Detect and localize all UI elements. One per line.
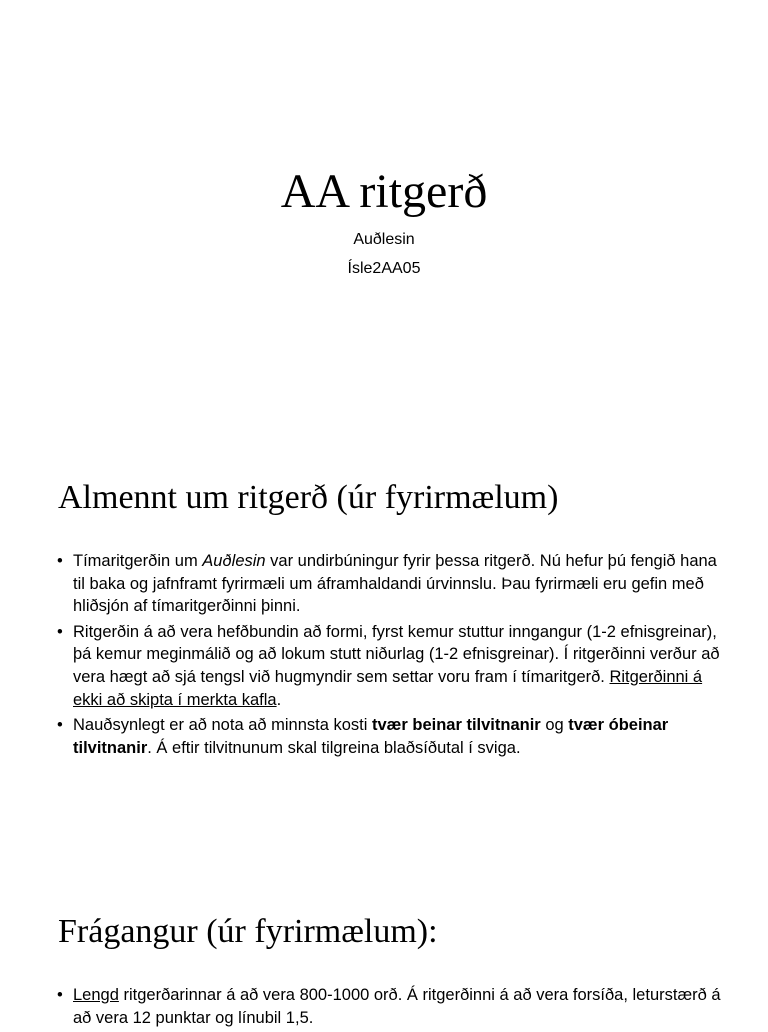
slide-heading: Almennt um ritgerð (úr fyrirmælum) — [58, 479, 559, 516]
document-title: AA ritgerð — [280, 165, 488, 218]
underlined-text: Lengd — [73, 986, 119, 1004]
title-slide — [0, 0, 768, 384]
bullet-item — [57, 550, 729, 618]
bullet-text: og — [540, 716, 569, 735]
bullet-item — [57, 714, 729, 759]
bullet-list — [57, 550, 729, 762]
italic-text: Auðlesin — [202, 552, 266, 570]
bullet-text: var undirbúningur fyrir þessa ritgerð. Nú hefur þú fengið hana til baka og jafnframt fyrirmæli um áframhaldandi úrvinnslu. Þau fyrirmæli eru gefin með hliðsjón af tímaritgerðinni þinni. — [73, 552, 717, 616]
bold-text: tvær óbeinar tilvitnanir — [73, 716, 669, 757]
underlined-text: Ritgerðinni á ekki að skipta í merkta kafla — [73, 667, 703, 709]
bullet-icon: • — [57, 986, 63, 1004]
slide-heading: Frágangur (úr fyrirmælum): — [58, 913, 438, 950]
bullet-text: Tímaritgerðin um — [73, 552, 203, 570]
bullet-text: . — [276, 690, 282, 709]
bullet-text: ritgerðarinnar á að vera 800-1000 orð. Á ritgerðinni á að vera forsíða, leturstærð á að vera 12 punktar og línubil 1,5. — [73, 986, 721, 1027]
bold-text: tvær beinar tilvitnanir — [372, 716, 541, 735]
subtitle-line-1: Auðlesin — [353, 231, 415, 248]
bullet-item — [57, 621, 729, 711]
bullet-text: Nauðsynlegt er að nota að minnsta kosti — [73, 716, 373, 735]
bullet-text: . Á eftir tilvitnunum skal tilgreina blaðsíðutal í sviga. — [147, 738, 521, 757]
subtitle-line-2: Ísle2AA05 — [347, 260, 421, 277]
bullet-text: Ritgerðin á að vera hefðbundin að formi, fyrst kemur stuttur inngangur (1-2 efnisgreinar), þá kemur meginmálið og að lokum stutt niðurlag (1-2 efnisgreinar). Í ritgerðinni verður að vera hægt að sjá tengsl við hugmyndir sem settar voru fram í tímaritgerð. — [73, 622, 720, 686]
bullet-icon: • — [57, 552, 63, 570]
bullet-icon: • — [57, 622, 63, 641]
bullet-item — [57, 984, 729, 1029]
bullet-list — [57, 984, 729, 1032]
bullet-icon: • — [57, 716, 63, 735]
